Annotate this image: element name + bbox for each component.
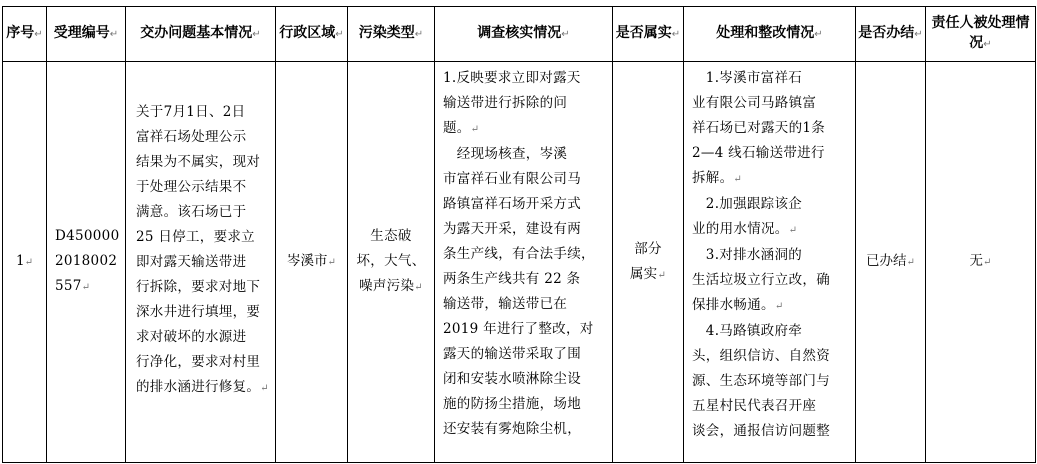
cell-handling: 1.岑溪市富祥石 业有限公司马路镇富 祥石场已对露天的1条 2—4 线石输送带进行 拆解。↵ 2.加强跟踪该企 业的用水情况。↵ 3.对排水涵洞的 生活垃圾立行立改，确 保排水畅通。↵ 4.马路镇政府牵 头，组织信访、自然资 源、生态环境等部门与 五星村民代表召开座 谈会，通报信访问题整	[684, 62, 856, 463]
cell-responsible: 无↵	[926, 62, 1036, 463]
header-investigation: 调查核实情况↵	[435, 7, 613, 62]
header-problem: 交办问题基本情况↵	[126, 7, 276, 62]
header-closed: 是否办结↵	[856, 7, 926, 62]
cell-truthful: 部分 属实↵	[613, 62, 684, 463]
cell-region: 岑溪市↵	[276, 62, 348, 463]
petition-table	[2, 6, 1036, 463]
header-responsible: 责任人被处理情况↵	[926, 7, 1036, 62]
cell-case-no: D450000 2018002 557↵	[47, 62, 126, 463]
header-row	[3, 7, 1036, 62]
cell-pollution: 生态破 坏，大气、 噪声污染↵	[348, 62, 435, 463]
cell-problem: 关于7月1日、2日 富祥石场处理公示 结果为不属实，现对 于处理公示结果不 满意。该石场已于 25 日停工，要求立 即对露天输送带进 行拆除，要求对地下 深水井进行填埋，要 求对破坏的水源进 行净化，要求对村里 的排水涵进行修复。↵	[126, 62, 276, 463]
header-truthful: 是否属实↵	[613, 7, 684, 62]
header-region: 行政区域↵	[276, 7, 348, 62]
cell-closed: 已办结↵	[856, 62, 926, 463]
header-case-no: 受理编号↵	[47, 7, 126, 62]
table-row	[3, 62, 1036, 463]
cell-seq: 1↵	[3, 62, 47, 463]
header-seq: 序号↵	[3, 7, 47, 62]
cell-investigation: 1.反映要求立即对露天 输送带进行拆除的问 题。↵ 经现场核查，岑溪 市富祥石业有限公司马 路镇富祥石场开采方式 为露天开采，建设有两 条生产线，有合法手续， 两条生产线共有 22 条 输送带，输送带已在 2019 年进行了整改，对 露天的输送带采取了围 闭和安装水喷淋除尘设 施的防扬尘措施，场地 还安装有雾炮除尘机，	[435, 62, 613, 463]
header-pollution: 污染类型↵	[348, 7, 435, 62]
header-handling: 处理和整改情况↵	[684, 7, 856, 62]
